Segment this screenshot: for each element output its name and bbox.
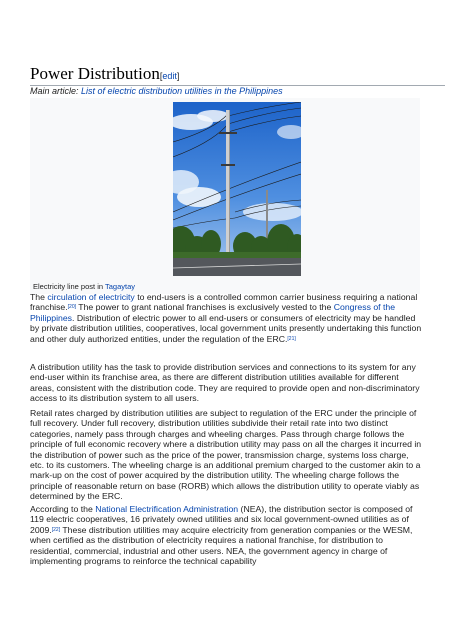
edit-bracket-close: ]: [176, 71, 180, 81]
grass: [173, 252, 301, 258]
main-article-hatnote: [30, 86, 283, 96]
reference-21[interactable]: [21]: [287, 335, 296, 342]
text: to end-users is a controlled common carrier business requiring a national franchise.: [30, 292, 418, 313]
electricity-post-photo[interactable]: [173, 102, 301, 276]
reference-22[interactable]: [22]: [51, 526, 61, 533]
caption-link[interactable]: Tagaytay: [104, 282, 136, 291]
figure-caption: [33, 282, 135, 291]
paragraph-3: Retail rates charged by distribution utilities are subject to regulation of the ERC under the principle of full recovery. Under full recovery, distribution utilities subdivide their retail rate into two distinct categories, namely pass through charges and wheeling charges. Pass through charge follows the principle of full economic recovery where a distribution utility may pass on all the charges it incurred in the distribution of power such as the price of the power, transmission charge, systems loss charge, etc. to its customers. The wheeling charge is an additional premium charged to the customer akin to a mark-up on the cost of power acquired by the distribution utility. The wheeling charge follows the principle of reasonable return on base (RORB) which allows the distribution utility to operate viably as determined by the ERC.: [30, 408, 422, 502]
text: These distribution utilities may acquire electricity from generation companies or the WESM, when certified as the distribution of electricity requires a national franchise, for distribution to residential, commercial, industrial and other users. NEA, the government agency in charge of implementing programs to reinforce the technical capability: [30, 524, 413, 567]
section-heading: [30, 64, 445, 86]
cloud: [243, 203, 301, 221]
edit-link[interactable]: edit: [162, 71, 177, 81]
hatnote-link[interactable]: List of electric distribution utilities in the Philippines: [81, 86, 283, 96]
cloud: [197, 110, 229, 122]
text: According to the: [30, 504, 96, 514]
heading-title: Power Distribution: [30, 64, 160, 83]
text: . Distribution of electric power to all end-users or consumers of electricity may be handled by private distribution utilities, cooperatives, local government units presently undertaking this function and other duly authorized entities, under the regulation of the ERC.: [30, 312, 422, 344]
text: (NEA), the distribution sector is composed of 119 electric cooperatives, 16 privately owned utilities and six local government-owned utilities as of 2009.: [30, 504, 413, 535]
paragraph-4: [30, 504, 422, 566]
text: The power to grant national franchises is exclusively vested to the: [76, 302, 334, 313]
text: The: [30, 292, 48, 302]
figure: [30, 98, 420, 294]
paragraph-2: A distribution utility has the task to provide distribution services and connections to its system for any end-user within its franchise area, as there are different distribution utilities available for different areas, consistent with the distribution code. They are required to provide open and non-discriminatory access to its distribution system to all users.: [30, 362, 420, 404]
congress-link[interactable]: Congress of the Philippines: [30, 302, 396, 323]
hatnote-prefix: Main article:: [30, 86, 82, 96]
edit-bracket-open: [: [159, 71, 163, 81]
caption-text: Electricity line post in: [33, 282, 105, 291]
reference-20[interactable]: [20]: [67, 304, 77, 311]
nea-link[interactable]: National Electrification Administration: [95, 504, 239, 514]
crossarm: [219, 132, 237, 134]
edit-section: [160, 71, 180, 81]
paragraph-1: [30, 292, 422, 344]
crossarm: [221, 164, 235, 166]
circulation-link[interactable]: circulation of electricity: [47, 292, 135, 302]
